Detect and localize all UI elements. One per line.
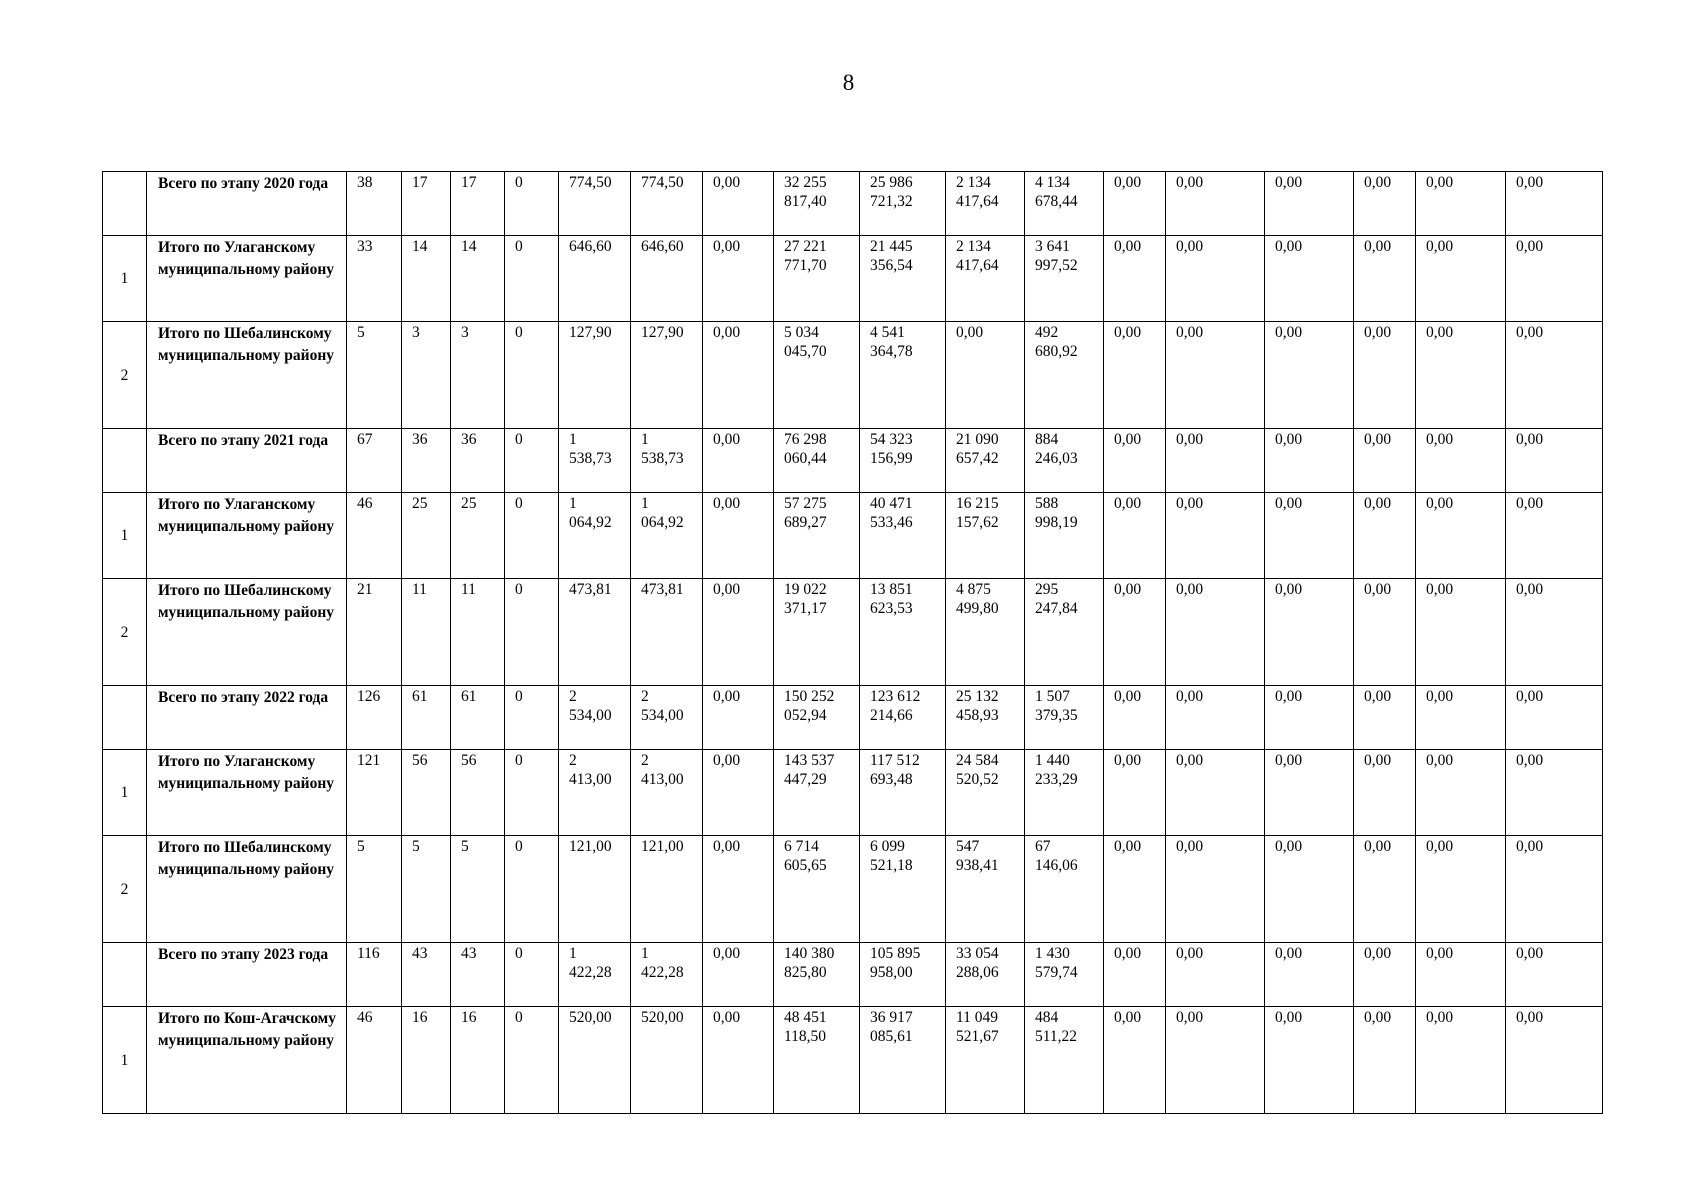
row-number-cell: 1 <box>103 236 147 322</box>
table-cell: 0,00 <box>1506 1007 1603 1114</box>
table-cell: 0,00 <box>1506 493 1603 579</box>
table-cell: 0,00 <box>1265 493 1354 579</box>
table-cell: 17 <box>451 172 505 236</box>
table-cell: 5 <box>347 836 402 943</box>
table-cell: 2 134 417,64 <box>946 172 1025 236</box>
table-cell: 0,00 <box>1166 236 1265 322</box>
table-cell: 0,00 <box>1265 172 1354 236</box>
table-cell: 0,00 <box>1354 429 1416 493</box>
table-cell: 1 422,28 <box>559 943 631 1007</box>
table-cell: 0,00 <box>1506 686 1603 750</box>
table-cell: 1 538,73 <box>631 429 703 493</box>
table-row <box>103 836 1603 943</box>
table-cell: 0,00 <box>1506 322 1603 429</box>
table-cell: 0 <box>505 943 559 1007</box>
table-cell: 0,00 <box>703 943 774 1007</box>
table-cell: 0,00 <box>1506 836 1603 943</box>
table-cell: 143 537 447,29 <box>774 750 860 836</box>
table-cell: 1 538,73 <box>559 429 631 493</box>
table-cell: 16 <box>451 1007 505 1114</box>
table-row <box>103 172 1603 236</box>
table-cell: 0 <box>505 322 559 429</box>
table-cell: 0,00 <box>703 750 774 836</box>
table-cell: 2 534,00 <box>559 686 631 750</box>
table-cell: 0,00 <box>1416 943 1506 1007</box>
table-cell: 0,00 <box>1265 836 1354 943</box>
table-row <box>103 750 1603 836</box>
table-cell: 5 <box>402 836 451 943</box>
table-cell: 0,00 <box>1104 236 1166 322</box>
table-cell: 0 <box>505 686 559 750</box>
table-cell: 774,50 <box>559 172 631 236</box>
table-cell: 0,00 <box>1416 579 1506 686</box>
table-cell: 2 413,00 <box>631 750 703 836</box>
table-cell: 473,81 <box>631 579 703 686</box>
table-cell: 0,00 <box>1506 429 1603 493</box>
table-cell: 0,00 <box>1166 493 1265 579</box>
table-cell: 0,00 <box>1104 429 1166 493</box>
table-cell: 0,00 <box>1104 493 1166 579</box>
table-cell: 0,00 <box>1265 236 1354 322</box>
table-cell: 884 246,03 <box>1025 429 1104 493</box>
table-cell: 3 <box>451 322 505 429</box>
table-row <box>103 943 1603 1007</box>
table-cell: 295 247,84 <box>1025 579 1104 686</box>
row-name-cell: Всего по этапу 2022 года <box>147 686 347 750</box>
table-cell: 0,00 <box>703 172 774 236</box>
row-number-cell <box>103 172 147 236</box>
table-cell: 0,00 <box>1265 322 1354 429</box>
row-number-cell <box>103 429 147 493</box>
table-cell: 0,00 <box>1506 943 1603 1007</box>
table-cell: 0,00 <box>1265 1007 1354 1114</box>
table-cell: 0,00 <box>1354 493 1416 579</box>
table-cell: 0,00 <box>703 579 774 686</box>
table-cell: 150 252 052,94 <box>774 686 860 750</box>
table-cell: 5 <box>451 836 505 943</box>
table-cell: 520,00 <box>559 1007 631 1114</box>
table-cell: 126 <box>347 686 402 750</box>
table-cell: 43 <box>451 943 505 1007</box>
table-cell: 11 <box>402 579 451 686</box>
table-cell: 56 <box>451 750 505 836</box>
table-cell: 0,00 <box>1104 172 1166 236</box>
table-cell: 4 541 364,78 <box>860 322 946 429</box>
table-cell: 67 <box>347 429 402 493</box>
table-row <box>103 322 1603 429</box>
table-cell: 0,00 <box>1506 172 1603 236</box>
table-cell: 0,00 <box>1506 579 1603 686</box>
row-number-cell: 1 <box>103 750 147 836</box>
table-cell: 0,00 <box>1354 579 1416 686</box>
table-cell: 16 215 157,62 <box>946 493 1025 579</box>
table-cell: 5 <box>347 322 402 429</box>
table-cell: 0,00 <box>1166 429 1265 493</box>
table-cell: 17 <box>402 172 451 236</box>
row-name-cell: Итого по Шебалинскому муниципальному району <box>147 579 347 686</box>
table-cell: 473,81 <box>559 579 631 686</box>
table-cell: 25 986 721,32 <box>860 172 946 236</box>
row-name-cell: Итого по Улаганскому муниципальному району <box>147 236 347 322</box>
row-name-cell: Итого по Шебалинскому муниципальному району <box>147 836 347 943</box>
table-cell: 140 380 825,80 <box>774 943 860 1007</box>
table-cell: 0 <box>505 836 559 943</box>
table-cell: 54 323 156,99 <box>860 429 946 493</box>
table-cell: 0,00 <box>1166 579 1265 686</box>
table-cell: 646,60 <box>559 236 631 322</box>
table-cell: 121,00 <box>631 836 703 943</box>
table-cell: 0,00 <box>1506 236 1603 322</box>
table-cell: 0,00 <box>1354 1007 1416 1114</box>
table-cell: 57 275 689,27 <box>774 493 860 579</box>
table-cell: 46 <box>347 1007 402 1114</box>
table-cell: 27 221 771,70 <box>774 236 860 322</box>
table-cell: 2 413,00 <box>559 750 631 836</box>
table-cell: 38 <box>347 172 402 236</box>
table-row <box>103 236 1603 322</box>
table-cell: 36 917 085,61 <box>860 1007 946 1114</box>
table-cell: 0,00 <box>703 322 774 429</box>
table-cell: 0,00 <box>1166 943 1265 1007</box>
table-cell: 0,00 <box>1354 836 1416 943</box>
table-cell: 4 875 499,80 <box>946 579 1025 686</box>
table-cell: 1 064,92 <box>559 493 631 579</box>
table-cell: 1 440 233,29 <box>1025 750 1104 836</box>
table-cell: 127,90 <box>559 322 631 429</box>
table-cell: 0,00 <box>1354 943 1416 1007</box>
table-cell: 36 <box>402 429 451 493</box>
table-cell: 0,00 <box>703 1007 774 1114</box>
row-number-cell: 2 <box>103 322 147 429</box>
table-cell: 0,00 <box>1416 429 1506 493</box>
row-name-cell: Всего по этапу 2023 года <box>147 943 347 1007</box>
table-cell: 4 134 678,44 <box>1025 172 1104 236</box>
table-cell: 13 851 623,53 <box>860 579 946 686</box>
table-row <box>103 686 1603 750</box>
table-cell: 0,00 <box>1354 686 1416 750</box>
table-cell: 5 034 045,70 <box>774 322 860 429</box>
table-cell: 25 132 458,93 <box>946 686 1025 750</box>
table-cell: 11 049 521,67 <box>946 1007 1025 1114</box>
table-cell: 0,00 <box>703 686 774 750</box>
row-name-cell: Итого по Шебалинскому муниципальному району <box>147 322 347 429</box>
table-cell: 19 022 371,17 <box>774 579 860 686</box>
table-cell: 0,00 <box>1506 750 1603 836</box>
table-cell: 16 <box>402 1007 451 1114</box>
table-cell: 36 <box>451 429 505 493</box>
table-cell: 484 511,22 <box>1025 1007 1104 1114</box>
table-row <box>103 429 1603 493</box>
table-cell: 0 <box>505 236 559 322</box>
table-cell: 11 <box>451 579 505 686</box>
table-cell: 0,00 <box>1104 322 1166 429</box>
table-cell: 0,00 <box>1166 322 1265 429</box>
table-cell: 123 612 214,66 <box>860 686 946 750</box>
table-cell: 646,60 <box>631 236 703 322</box>
table-cell: 0,00 <box>1166 750 1265 836</box>
row-number-cell: 2 <box>103 836 147 943</box>
table-cell: 0 <box>505 429 559 493</box>
table-cell: 43 <box>402 943 451 1007</box>
table-cell: 0,00 <box>1104 836 1166 943</box>
table-cell: 61 <box>402 686 451 750</box>
table-cell: 1 064,92 <box>631 493 703 579</box>
table-cell: 0,00 <box>1104 579 1166 686</box>
table-cell: 40 471 533,46 <box>860 493 946 579</box>
table-cell: 25 <box>402 493 451 579</box>
table-cell: 0,00 <box>1166 1007 1265 1114</box>
table-cell: 6 099 521,18 <box>860 836 946 943</box>
table-cell: 1 507 379,35 <box>1025 686 1104 750</box>
table-row <box>103 493 1603 579</box>
row-name-cell: Всего по этапу 2020 года <box>147 172 347 236</box>
row-name-cell: Итого по Кош-Агачскому муниципальному району <box>147 1007 347 1114</box>
table-cell: 14 <box>451 236 505 322</box>
table-cell: 774,50 <box>631 172 703 236</box>
table-cell: 0,00 <box>1265 750 1354 836</box>
table-cell: 105 895 958,00 <box>860 943 946 1007</box>
table-cell: 0 <box>505 579 559 686</box>
table-cell: 0,00 <box>1416 836 1506 943</box>
table-cell: 0 <box>505 493 559 579</box>
row-name-cell: Итого по Улаганскому муниципальному району <box>147 750 347 836</box>
table-cell: 6 714 605,65 <box>774 836 860 943</box>
table-cell: 76 298 060,44 <box>774 429 860 493</box>
table-cell: 0,00 <box>1416 172 1506 236</box>
table-cell: 0,00 <box>1104 943 1166 1007</box>
table-cell: 0,00 <box>703 836 774 943</box>
table-cell: 1 422,28 <box>631 943 703 1007</box>
row-number-cell: 1 <box>103 1007 147 1114</box>
table-cell: 0,00 <box>1104 1007 1166 1114</box>
row-number-cell: 1 <box>103 493 147 579</box>
table-cell: 121 <box>347 750 402 836</box>
table-cell: 0 <box>505 1007 559 1114</box>
table-cell: 116 <box>347 943 402 1007</box>
table-cell: 67 146,06 <box>1025 836 1104 943</box>
table-cell: 25 <box>451 493 505 579</box>
table-cell: 0,00 <box>1416 493 1506 579</box>
table-cell: 0,00 <box>1354 750 1416 836</box>
table-cell: 24 584 520,52 <box>946 750 1025 836</box>
table-cell: 0,00 <box>1416 1007 1506 1114</box>
table-cell: 21 090 657,42 <box>946 429 1025 493</box>
table-cell: 0,00 <box>703 493 774 579</box>
table-row <box>103 579 1603 686</box>
table-cell: 48 451 118,50 <box>774 1007 860 1114</box>
table-cell: 127,90 <box>631 322 703 429</box>
data-table <box>102 171 1603 1114</box>
row-name-cell: Итого по Улаганскому муниципальному району <box>147 493 347 579</box>
page-number: 8 <box>842 70 855 95</box>
table-cell: 21 <box>347 579 402 686</box>
table-cell: 117 512 693,48 <box>860 750 946 836</box>
row-number-cell: 2 <box>103 579 147 686</box>
table-cell: 0,00 <box>703 236 774 322</box>
table-row <box>103 1007 1603 1114</box>
table-cell: 0,00 <box>1416 750 1506 836</box>
table-cell: 3 <box>402 322 451 429</box>
table-cell: 21 445 356,54 <box>860 236 946 322</box>
table-cell: 61 <box>451 686 505 750</box>
table-cell: 0,00 <box>1166 686 1265 750</box>
table-cell: 0,00 <box>1416 686 1506 750</box>
table-cell: 0,00 <box>1416 236 1506 322</box>
table-cell: 33 <box>347 236 402 322</box>
table-cell: 0,00 <box>1265 943 1354 1007</box>
table-cell: 1 430 579,74 <box>1025 943 1104 1007</box>
table-cell: 0,00 <box>703 429 774 493</box>
table-cell: 492 680,92 <box>1025 322 1104 429</box>
table-cell: 0,00 <box>1104 686 1166 750</box>
row-number-cell <box>103 943 147 1007</box>
table-cell: 0,00 <box>1354 172 1416 236</box>
table-cell: 33 054 288,06 <box>946 943 1025 1007</box>
table-cell: 3 641 997,52 <box>1025 236 1104 322</box>
table-cell: 0,00 <box>1166 172 1265 236</box>
table-cell: 121,00 <box>559 836 631 943</box>
row-name-cell: Всего по этапу 2021 года <box>147 429 347 493</box>
row-number-cell <box>103 686 147 750</box>
table-cell: 0,00 <box>1416 322 1506 429</box>
table-cell: 0,00 <box>1265 579 1354 686</box>
table-cell: 520,00 <box>631 1007 703 1114</box>
table-cell: 2 534,00 <box>631 686 703 750</box>
table-cell: 0 <box>505 750 559 836</box>
table-cell: 0,00 <box>1265 429 1354 493</box>
table-cell: 0 <box>505 172 559 236</box>
table-cell: 32 255 817,40 <box>774 172 860 236</box>
table-cell: 547 938,41 <box>946 836 1025 943</box>
table-cell: 0,00 <box>1265 686 1354 750</box>
table-cell: 2 134 417,64 <box>946 236 1025 322</box>
table-cell: 14 <box>402 236 451 322</box>
table-cell: 0,00 <box>1104 750 1166 836</box>
table-cell: 0,00 <box>1354 236 1416 322</box>
table-cell: 0,00 <box>1354 322 1416 429</box>
table-cell: 56 <box>402 750 451 836</box>
table-cell: 588 998,19 <box>1025 493 1104 579</box>
table-cell: 0,00 <box>946 322 1025 429</box>
table-cell: 0,00 <box>1166 836 1265 943</box>
table-cell: 46 <box>347 493 402 579</box>
